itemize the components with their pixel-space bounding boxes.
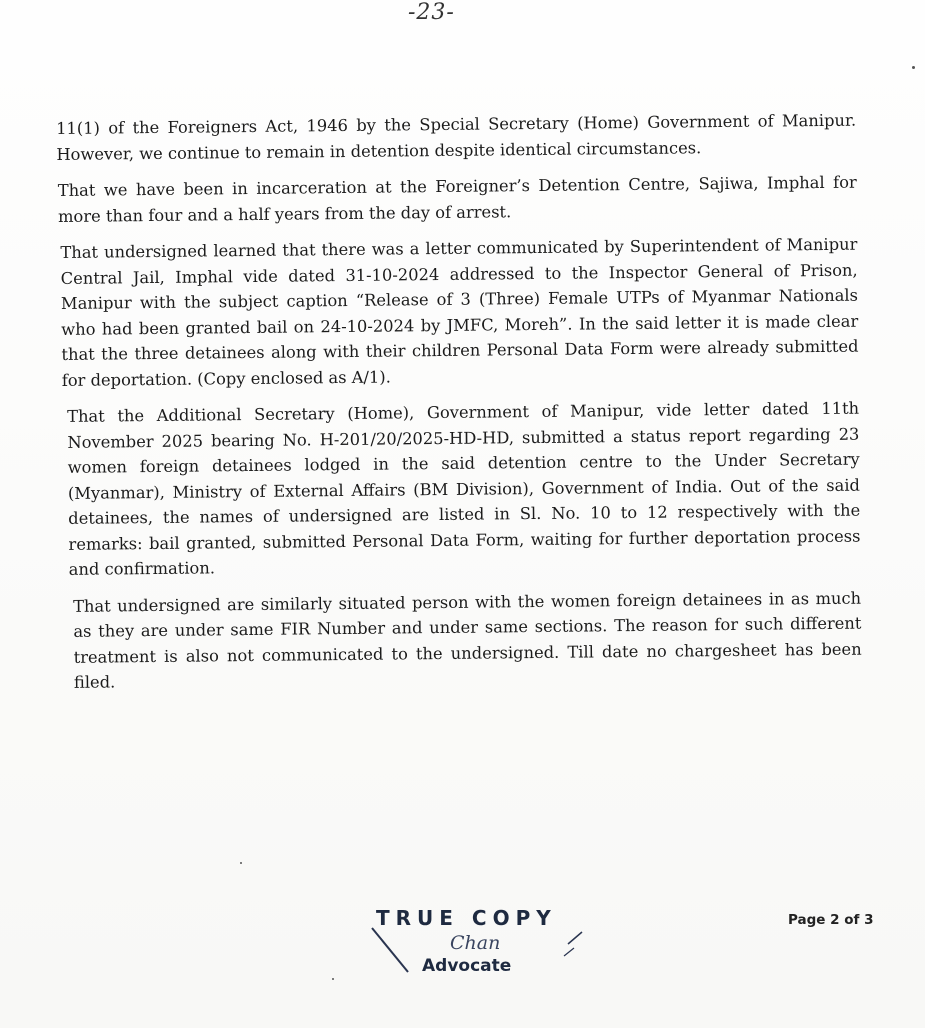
paragraph-1: 11(1) of the Foreigners Act, 1946 by the Special Secretary (Home) Government of Manipur. However, we continue to remain in detention despite identical circumstances.	[56, 110, 857, 164]
paragraph-4: That the Additional Secretary (Home), Government of Manipur, vide letter dated 11th November 2025 bearing No. H-201/20/2025-HD-HD, submitted a status report regarding 23 women foreign detainees lodged in the said detention centre to the Under Secretary (Myanmar), Ministry of External Affairs (BM Division), Government of India. Out of the said detainees, the names of undersigned are listed in Sl. No. 10 to 12 respectively with the remarks: bail granted, submitted Personal Data Form, waiting for further deportation process and confirmation.	[67, 398, 861, 579]
paragraph-2: That we have been in incarceration at the Foreigner’s Detention Centre, Sajiwa, Imphal for more than four and a half years from the day of arrest.	[57, 172, 857, 226]
stamp-title: TRUE COPY	[376, 906, 557, 930]
stamp-role: Advocate	[422, 956, 512, 976]
handwritten-page-number: -23-	[408, 0, 455, 25]
paragraph-3: That undersigned learned that there was a letter communicated by Superintendent of Manipur Central Jail, Imphal vide dated 31-10-2024 addressed to the Inspector General of Prison, Manipur with the subject caption “Release of 3 (Three) Female UTPs of Myanmar Nationals who had been granted bail on 24-10-2024 by JMFC, Moreh”. In the said letter it is made clear that the three detainees along with their children Personal Data Form were already submitted for deportation. (Copy enclosed as A/1).	[60, 234, 859, 390]
paragraph-5: That undersigned are similarly situated person with the women foreign detainees in as much as they are under same FIR Number and under same sections. The reason for such different treatment is also not communicated to the undersigned. Till date no chargesheet has been filed.	[73, 588, 862, 692]
scan-speck	[332, 978, 334, 980]
page-footer: Page 2 of 3	[788, 912, 874, 928]
document-body	[56, 108, 862, 707]
scan-speck	[912, 66, 915, 69]
scan-speck	[240, 862, 242, 864]
stamp-signature: Chan	[450, 932, 501, 954]
true-copy-stamp	[368, 904, 608, 994]
